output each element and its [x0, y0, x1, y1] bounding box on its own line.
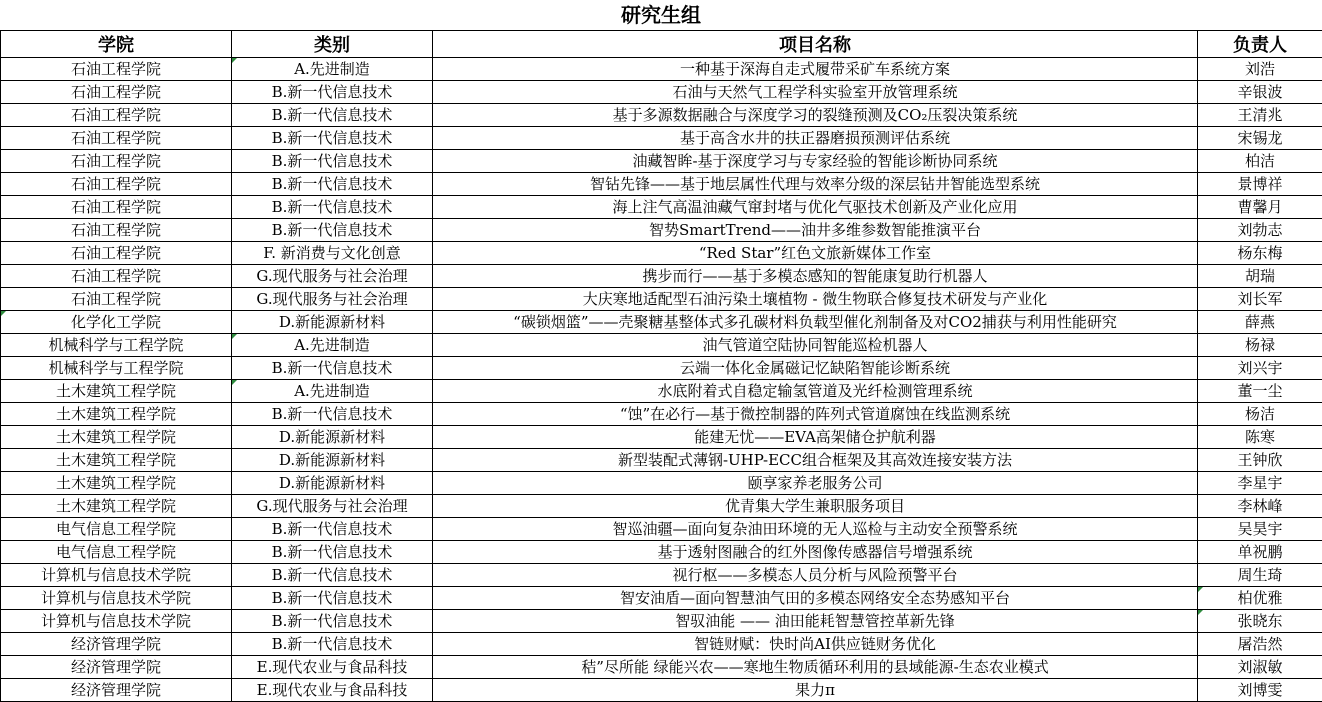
cell-project[interactable]: 视行枢——多模态人员分析与风险预警平台 — [433, 564, 1198, 587]
cell-leader[interactable]: 吴昊宇 — [1198, 518, 1322, 541]
table-row — [1, 518, 1322, 541]
cell-project[interactable]: 新型装配式薄钢-UHP-ECC组合框架及其高效连接安装方法 — [433, 449, 1198, 472]
cell-college[interactable]: 计算机与信息技术学院 — [1, 564, 232, 587]
cell-category[interactable]: B.新一代信息技术 — [232, 403, 433, 426]
cell-leader[interactable]: 张晓东 — [1198, 610, 1322, 633]
cell-project[interactable]: 智链财赋：快时尚AI供应链财务优化 — [433, 633, 1198, 656]
cell-college[interactable]: 计算机与信息技术学院 — [1, 587, 232, 610]
cell-project[interactable]: 智驭油能 —— 油田能耗智慧管控革新先锋 — [433, 610, 1198, 633]
cell-leader[interactable]: 杨东梅 — [1198, 242, 1322, 265]
cell-college[interactable]: 土木建筑工程学院 — [1, 426, 232, 449]
cell-college[interactable]: 机械科学与工程学院 — [1, 357, 232, 380]
cell-leader[interactable]: 刘浩 — [1198, 58, 1322, 81]
cell-project[interactable]: 智势SmartTrend——油井多维参数智能推演平台 — [433, 219, 1198, 242]
cell-leader[interactable]: 柏优雅 — [1198, 587, 1322, 610]
table-row — [1, 288, 1322, 311]
cell-leader[interactable]: 宋锡龙 — [1198, 127, 1322, 150]
cell-leader[interactable]: 王钟欣 — [1198, 449, 1322, 472]
table-row — [1, 564, 1322, 587]
cell-category[interactable]: B.新一代信息技术 — [232, 357, 433, 380]
cell-category[interactable]: B.新一代信息技术 — [232, 564, 433, 587]
cell-project[interactable]: 能建无忧——EVA高架储仓护航利器 — [433, 426, 1198, 449]
cell-category[interactable]: A.先进制造 — [232, 334, 433, 357]
cell-college[interactable]: 电气信息工程学院 — [1, 518, 232, 541]
table-row — [1, 679, 1322, 702]
cell-college[interactable]: 石油工程学院 — [1, 58, 232, 81]
cell-college[interactable]: 经济管理学院 — [1, 679, 232, 702]
cell-college[interactable]: 石油工程学院 — [1, 242, 232, 265]
table-row — [1, 633, 1322, 656]
cell-project[interactable]: “蚀”在必行—基于微控制器的阵列式管道腐蚀在线监测系统 — [433, 403, 1198, 426]
sheet-title: 研究生组 — [0, 0, 1322, 30]
table-row — [1, 242, 1322, 265]
table-row — [1, 196, 1322, 219]
cell-leader[interactable]: 刘长军 — [1198, 288, 1322, 311]
cell-college[interactable]: 石油工程学院 — [1, 127, 232, 150]
cell-leader[interactable]: 刘淑敏 — [1198, 656, 1322, 679]
table-row — [1, 150, 1322, 173]
cell-leader[interactable]: 刘兴宇 — [1198, 357, 1322, 380]
cell-category[interactable]: D.新能源新材料 — [232, 472, 433, 495]
cell-project[interactable]: 石油与天然气工程学科实验室开放管理系统 — [433, 81, 1198, 104]
table-row — [1, 357, 1322, 380]
table-row — [1, 472, 1322, 495]
table-row — [1, 173, 1322, 196]
cell-project[interactable]: 果力π — [433, 679, 1198, 702]
cell-project[interactable]: 颐享家养老服务公司 — [433, 472, 1198, 495]
cell-college[interactable]: 石油工程学院 — [1, 288, 232, 311]
cell-category[interactable]: B.新一代信息技术 — [232, 219, 433, 242]
table-row — [1, 403, 1322, 426]
cell-leader[interactable]: 董一尘 — [1198, 380, 1322, 403]
cell-college[interactable]: 经济管理学院 — [1, 633, 232, 656]
header-category[interactable]: 类别 — [232, 31, 433, 58]
cell-college[interactable]: 石油工程学院 — [1, 104, 232, 127]
cell-college[interactable]: 石油工程学院 — [1, 196, 232, 219]
cell-category[interactable]: B.新一代信息技术 — [232, 127, 433, 150]
cell-category[interactable]: G.现代服务与社会治理 — [232, 495, 433, 518]
cell-leader[interactable]: 刘勃志 — [1198, 219, 1322, 242]
cell-category[interactable]: F. 新消费与文化创意 — [232, 242, 433, 265]
table-row — [1, 380, 1322, 403]
cell-project[interactable]: “Red Star”红色文旅新媒体工作室 — [433, 242, 1198, 265]
header-college[interactable]: 学院 — [1, 31, 232, 58]
cell-project[interactable]: “碳锁烟篮”——壳聚糖基整体式多孔碳材料负载型催化剂制备及对CO2捕获与利用性能研究 — [433, 311, 1198, 334]
cell-college[interactable]: 土木建筑工程学院 — [1, 495, 232, 518]
cell-college[interactable]: 石油工程学院 — [1, 265, 232, 288]
cell-leader[interactable]: 辛银波 — [1198, 81, 1322, 104]
cell-category[interactable]: B.新一代信息技术 — [232, 173, 433, 196]
cell-project[interactable]: 水底附着式自稳定输氢管道及光纤检测管理系统 — [433, 380, 1198, 403]
cell-college[interactable]: 土木建筑工程学院 — [1, 449, 232, 472]
table-row — [1, 127, 1322, 150]
cell-college[interactable]: 石油工程学院 — [1, 173, 232, 196]
cell-project[interactable]: 大庆寒地适配型石油污染土壤植物 - 微生物联合修复技术研发与产业化 — [433, 288, 1198, 311]
table-row — [1, 495, 1322, 518]
cell-college[interactable]: 石油工程学院 — [1, 81, 232, 104]
cell-college[interactable]: 机械科学与工程学院 — [1, 334, 232, 357]
header-project[interactable]: 项目名称 — [433, 31, 1198, 58]
cell-category[interactable]: B.新一代信息技术 — [232, 541, 433, 564]
cell-category[interactable]: B.新一代信息技术 — [232, 587, 433, 610]
cell-college[interactable]: 化学化工学院 — [1, 311, 232, 334]
header-leader[interactable]: 负责人 — [1198, 31, 1322, 58]
cell-project[interactable]: 优青集大学生兼职服务项目 — [433, 495, 1198, 518]
cell-leader[interactable]: 胡瑞 — [1198, 265, 1322, 288]
table-body — [1, 58, 1322, 702]
cell-category[interactable]: B.新一代信息技术 — [232, 81, 433, 104]
cell-leader[interactable]: 王清兆 — [1198, 104, 1322, 127]
table-row — [1, 587, 1322, 610]
cell-project[interactable]: 油藏智眸-基于深度学习与专家经验的智能诊断协同系统 — [433, 150, 1198, 173]
cell-category[interactable]: E.现代农业与食品科技 — [232, 656, 433, 679]
cell-project[interactable]: 智安油盾—面向智慧油气田的多模态网络安全态势感知平台 — [433, 587, 1198, 610]
cell-category[interactable]: D.新能源新材料 — [232, 311, 433, 334]
cell-project[interactable]: 携步而行——基于多模态感知的智能康复助行机器人 — [433, 265, 1198, 288]
cell-project[interactable]: 一种基于深海自走式履带采矿车系统方案 — [433, 58, 1198, 81]
header-row — [1, 31, 1322, 58]
cell-leader[interactable]: 曹馨月 — [1198, 196, 1322, 219]
cell-college[interactable]: 石油工程学院 — [1, 219, 232, 242]
cell-category[interactable]: G.现代服务与社会治理 — [232, 288, 433, 311]
cell-leader[interactable]: 屠浩然 — [1198, 633, 1322, 656]
cell-category[interactable]: G.现代服务与社会治理 — [232, 265, 433, 288]
cell-leader[interactable]: 周生琦 — [1198, 564, 1322, 587]
cell-leader[interactable]: 刘博雯 — [1198, 679, 1322, 702]
cell-leader[interactable]: 景博祥 — [1198, 173, 1322, 196]
cell-leader[interactable]: 杨洁 — [1198, 403, 1322, 426]
cell-project[interactable]: 基于多源数据融合与深度学习的裂缝预测及CO₂压裂决策系统 — [433, 104, 1198, 127]
cell-college[interactable]: 土木建筑工程学院 — [1, 403, 232, 426]
cell-college[interactable]: 经济管理学院 — [1, 656, 232, 679]
cell-project[interactable]: 基于透射图融合的红外图像传感器信号增强系统 — [433, 541, 1198, 564]
cell-project[interactable]: 秸”尽所能 绿能兴农——寒地生物质循环利用的县域能源-生态农业模式 — [433, 656, 1198, 679]
cell-category[interactable]: D.新能源新材料 — [232, 426, 433, 449]
table-row — [1, 104, 1322, 127]
table-row — [1, 541, 1322, 564]
cell-leader[interactable]: 杨禄 — [1198, 334, 1322, 357]
cell-project[interactable]: 基于高含水井的扶正器磨损预测评估系统 — [433, 127, 1198, 150]
table-row — [1, 656, 1322, 679]
cell-category[interactable]: A.先进制造 — [232, 58, 433, 81]
cell-category[interactable]: B.新一代信息技术 — [232, 518, 433, 541]
table-row — [1, 219, 1322, 242]
cell-project[interactable]: 云端一体化金属磁记忆缺陷智能诊断系统 — [433, 357, 1198, 380]
cell-category[interactable]: D.新能源新材料 — [232, 449, 433, 472]
cell-category[interactable]: B.新一代信息技术 — [232, 610, 433, 633]
cell-category[interactable]: B.新一代信息技术 — [232, 150, 433, 173]
cell-leader[interactable]: 单祝鹏 — [1198, 541, 1322, 564]
cell-project[interactable]: 智巡油疆—面向复杂油田环境的无人巡检与主动安全预警系统 — [433, 518, 1198, 541]
table-row — [1, 81, 1322, 104]
table-row — [1, 610, 1322, 633]
cell-college[interactable]: 计算机与信息技术学院 — [1, 610, 232, 633]
cell-project[interactable]: 智钻先锋——基于地层属性代理与效率分级的深层钻井智能选型系统 — [433, 173, 1198, 196]
table-row — [1, 426, 1322, 449]
cell-leader[interactable]: 薛燕 — [1198, 311, 1322, 334]
cell-college[interactable]: 石油工程学院 — [1, 150, 232, 173]
cell-project[interactable]: 油气管道空陆协同智能巡检机器人 — [433, 334, 1198, 357]
cell-category[interactable]: E.现代农业与食品科技 — [232, 679, 433, 702]
cell-leader[interactable]: 陈寒 — [1198, 426, 1322, 449]
cell-category[interactable]: B.新一代信息技术 — [232, 633, 433, 656]
cell-college[interactable]: 土木建筑工程学院 — [1, 380, 232, 403]
project-table — [0, 30, 1322, 702]
table-row — [1, 58, 1322, 81]
cell-college[interactable]: 电气信息工程学院 — [1, 541, 232, 564]
cell-leader[interactable]: 李星宇 — [1198, 472, 1322, 495]
cell-project[interactable]: 海上注气高温油藏气窜封堵与优化气驱技术创新及产业化应用 — [433, 196, 1198, 219]
cell-college[interactable]: 土木建筑工程学院 — [1, 472, 232, 495]
cell-category[interactable]: B.新一代信息技术 — [232, 196, 433, 219]
cell-leader[interactable]: 柏洁 — [1198, 150, 1322, 173]
table-row — [1, 311, 1322, 334]
cell-leader[interactable]: 李林峰 — [1198, 495, 1322, 518]
table-row — [1, 449, 1322, 472]
cell-category[interactable]: A.先进制造 — [232, 380, 433, 403]
cell-category[interactable]: B.新一代信息技术 — [232, 104, 433, 127]
table-row — [1, 334, 1322, 357]
table-row — [1, 265, 1322, 288]
